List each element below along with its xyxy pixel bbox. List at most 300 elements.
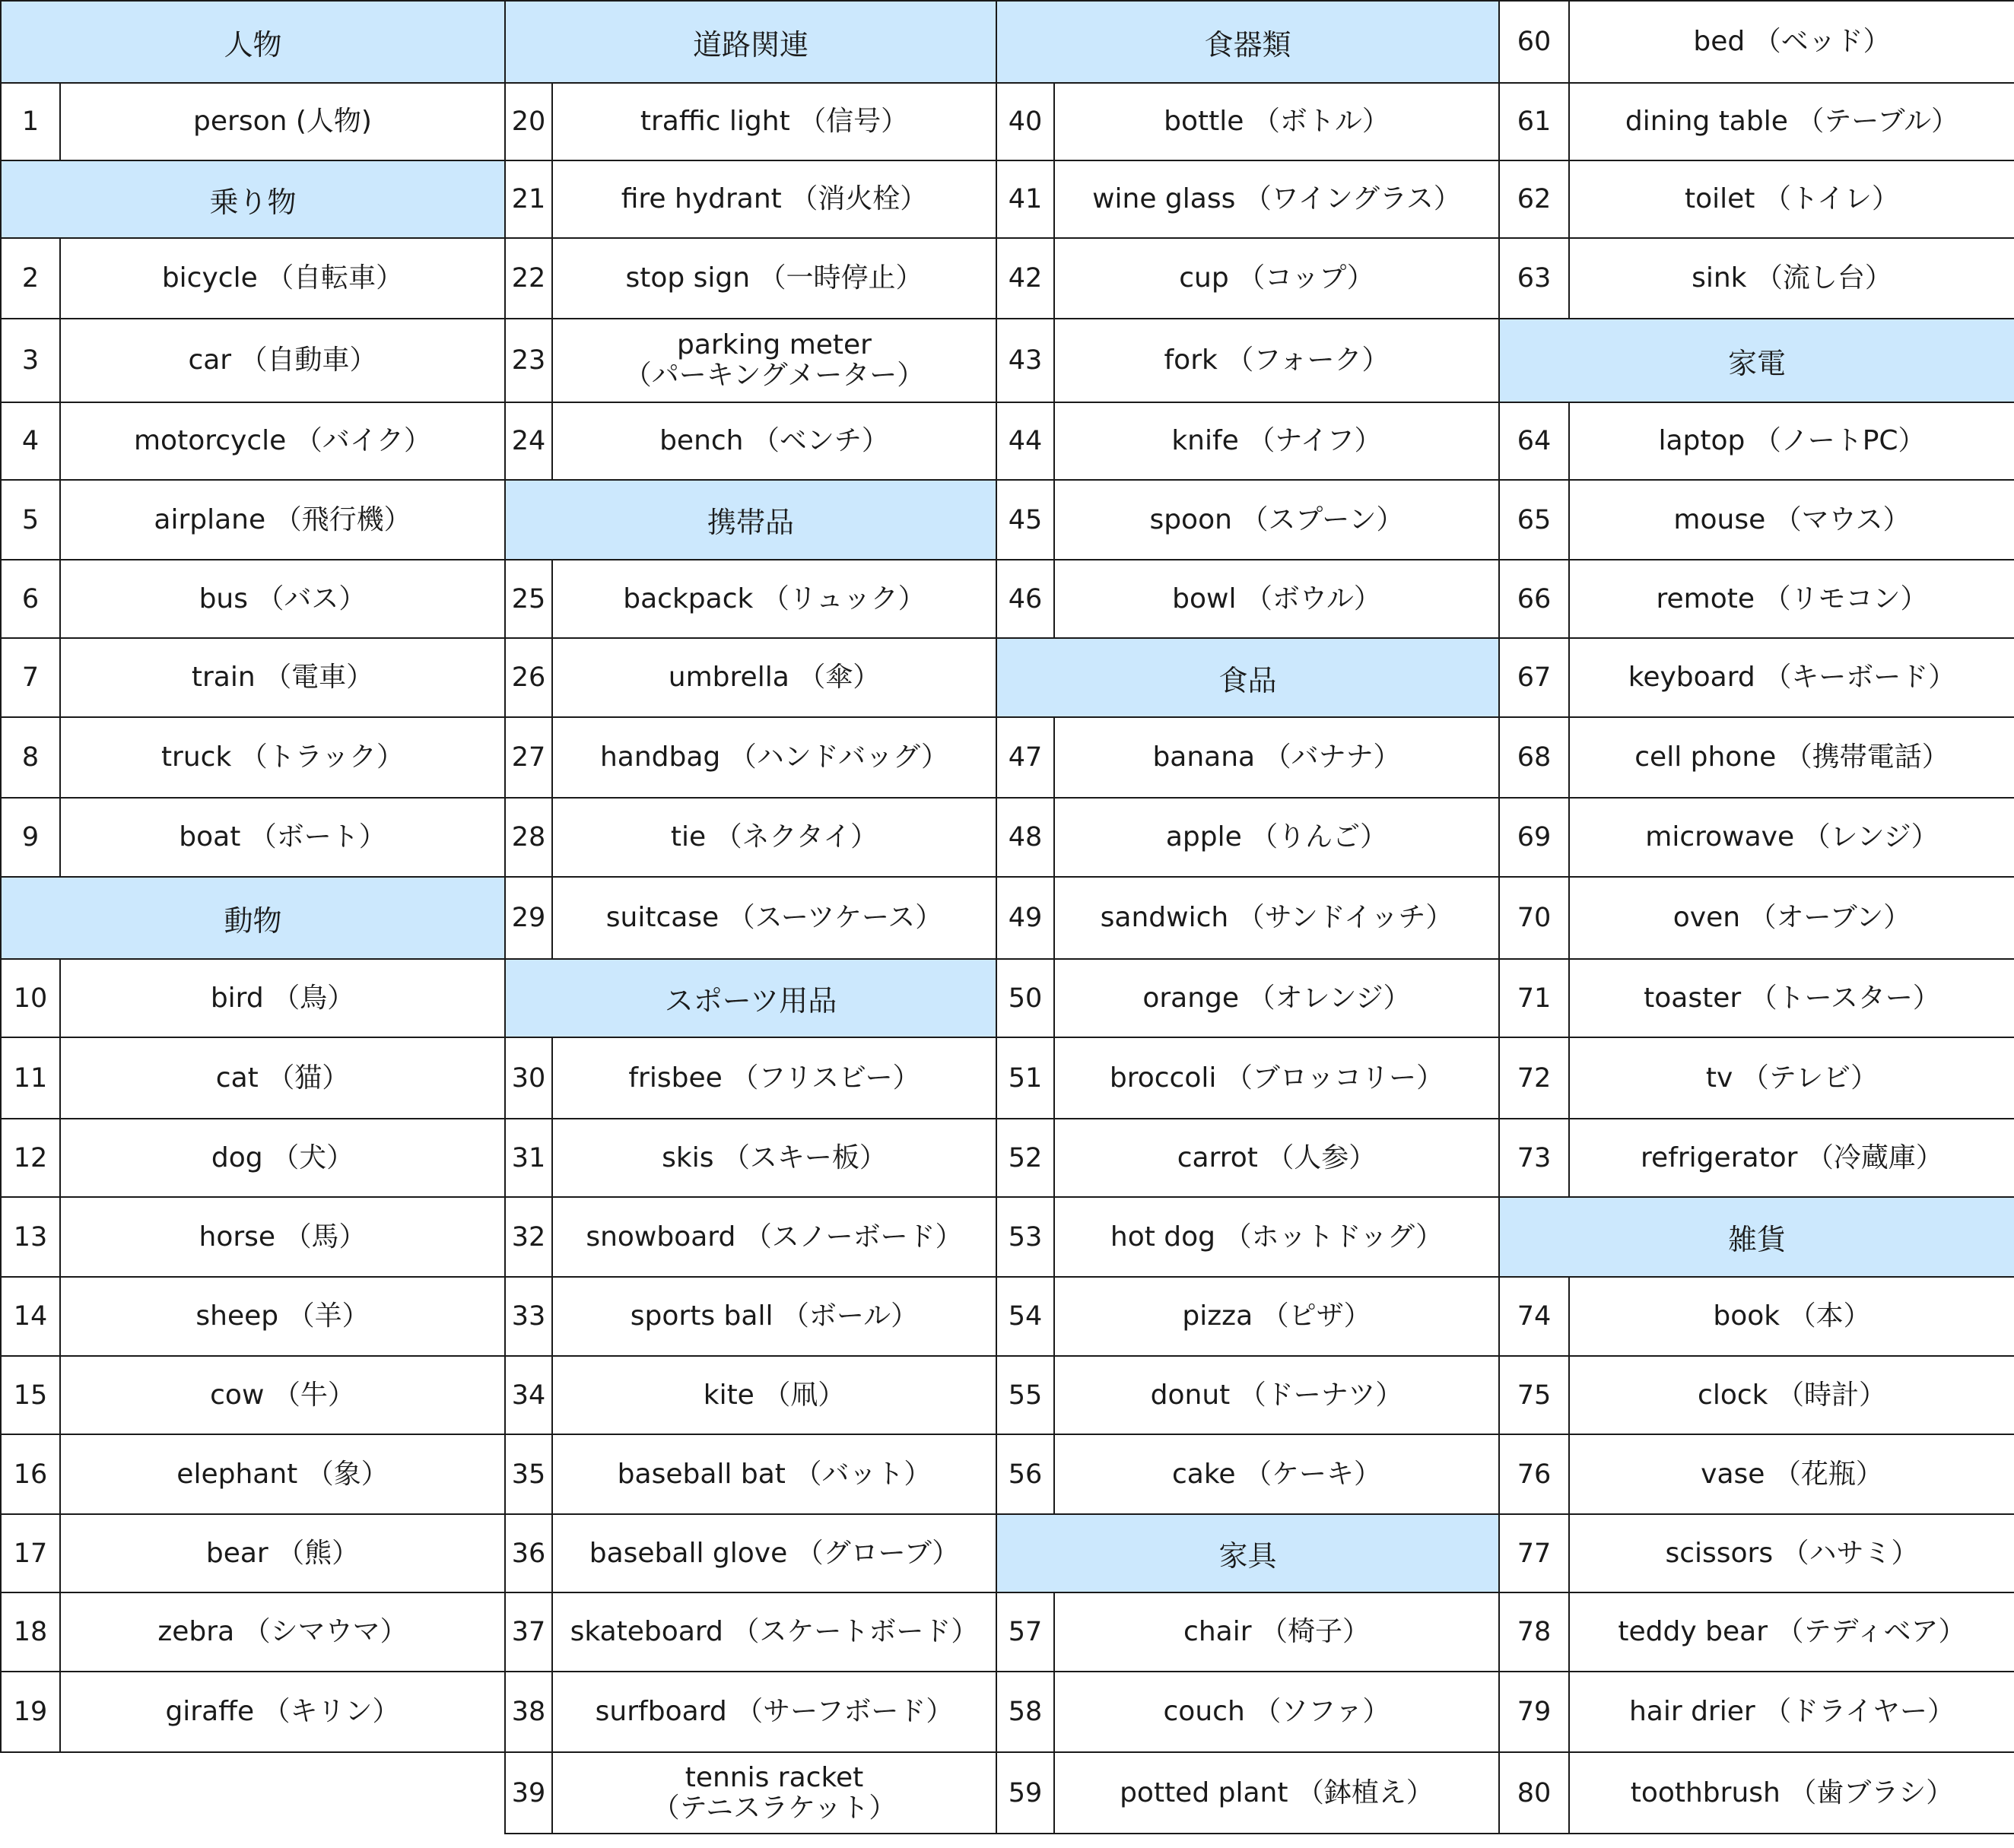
item-label-text: baseball bat （バット） <box>617 1458 932 1490</box>
item-label <box>59 1671 506 1753</box>
item-label <box>59 479 506 560</box>
item-label <box>1568 1276 2014 1357</box>
item-label-text: sink （流し台） <box>1692 262 1892 294</box>
item-number-label: 57 <box>1008 1617 1043 1647</box>
item-label-line2: （テニスラケット） <box>652 1792 897 1824</box>
item-label-text: airplane （飛行機） <box>154 503 411 535</box>
item-label-text: baseball glove （グローブ） <box>589 1537 960 1569</box>
item-label-text: boat （ボート） <box>179 821 386 853</box>
item-number <box>0 318 61 403</box>
item-number <box>996 1037 1055 1119</box>
item-label-text: vase （花瓶） <box>1701 1458 1883 1490</box>
item-label-text: fork （フォーク） <box>1164 345 1390 376</box>
item-number-label: 66 <box>1517 583 1552 614</box>
item-number-label: 37 <box>511 1617 546 1647</box>
item-label <box>1053 1037 1500 1119</box>
item-number <box>504 1037 553 1119</box>
item-number-label: 29 <box>511 903 546 933</box>
item-number-label: 47 <box>1008 742 1043 773</box>
item-label-text: train （電車） <box>191 662 374 694</box>
item-label <box>1568 1434 2014 1515</box>
item-number <box>1498 0 1570 84</box>
item-number <box>1498 1276 1570 1357</box>
item-number <box>504 797 553 878</box>
item-number-label: 16 <box>13 1459 48 1490</box>
item-label-text: bowl （ボウル） <box>1172 583 1381 614</box>
category-header <box>504 958 997 1038</box>
item-number <box>1498 876 1570 960</box>
item-label <box>59 797 506 878</box>
item-number-label: 76 <box>1517 1459 1552 1490</box>
category-header-label: 食器類 <box>1204 27 1291 62</box>
item-label <box>59 1434 506 1515</box>
item-number <box>1498 1118 1570 1198</box>
item-label <box>1053 402 1500 481</box>
item-number <box>1498 1355 1570 1435</box>
item-number <box>996 1196 1055 1278</box>
category-header-label: 乗り物 <box>209 185 297 219</box>
item-label-text: bench （ベンチ） <box>659 425 889 457</box>
item-number-label: 61 <box>1517 106 1552 137</box>
item-label-text: zebra （シマウマ） <box>157 1616 408 1648</box>
item-number <box>1498 237 1570 319</box>
item-number <box>996 1671 1055 1753</box>
item-label <box>1568 559 2014 639</box>
item-number <box>996 876 1055 960</box>
item-number <box>0 1196 61 1278</box>
item-number <box>1498 1592 1570 1672</box>
item-label <box>551 797 997 878</box>
item-number-label: 19 <box>13 1697 48 1727</box>
category-header-label: 動物 <box>224 903 282 938</box>
item-label <box>59 237 506 319</box>
item-label-text: couch （ソファ） <box>1163 1696 1390 1728</box>
item-number <box>1498 82 1570 161</box>
item-label-text: microwave （レンジ） <box>1645 821 1939 853</box>
item-number <box>0 479 61 560</box>
item-label-text: carrot （人参） <box>1177 1142 1377 1173</box>
item-label-text: pizza （ピザ） <box>1182 1300 1371 1332</box>
item-number-label: 34 <box>511 1380 546 1411</box>
item-number <box>1498 716 1570 799</box>
item-label <box>551 82 997 161</box>
item-label <box>59 1276 506 1357</box>
item-label-text: toilet （トイレ） <box>1684 183 1900 215</box>
item-label-text: dining table （テーブル） <box>1625 106 1959 138</box>
item-number-label: 52 <box>1008 1142 1043 1173</box>
item-label <box>1053 82 1500 161</box>
item-label <box>1053 1751 1500 1834</box>
item-number-label: 70 <box>1517 903 1552 933</box>
item-label-text: donut （ドーナツ） <box>1150 1379 1403 1411</box>
item-number <box>0 1276 61 1357</box>
item-number-label: 31 <box>511 1142 546 1173</box>
item-label <box>1568 1513 2014 1593</box>
item-label <box>1053 1355 1500 1435</box>
item-number-label: 56 <box>1008 1459 1043 1490</box>
item-label-text: truck （トラック） <box>160 741 405 773</box>
category-header-label: スポーツ用品 <box>664 984 837 1018</box>
item-number-label: 44 <box>1008 426 1043 456</box>
item-label-text: suitcase （スーツケース） <box>605 902 943 934</box>
item-label-text: skis （スキー板） <box>662 1142 887 1173</box>
item-label-text: giraffe （キリン） <box>165 1696 400 1728</box>
item-number-label: 58 <box>1008 1697 1043 1727</box>
item-label <box>1568 479 2014 560</box>
item-label-text: cow （牛） <box>210 1379 355 1411</box>
item-label-text: broccoli （ブロッコリー） <box>1109 1062 1444 1094</box>
item-label-line1: tennis racket <box>685 1761 864 1793</box>
item-label-text: laptop （ノートPC） <box>1658 425 1926 457</box>
item-number-label: 25 <box>511 583 546 614</box>
item-number-label: 74 <box>1517 1301 1552 1332</box>
item-label <box>551 160 997 239</box>
item-number <box>0 958 61 1038</box>
item-number-label: 59 <box>1008 1777 1043 1808</box>
item-number <box>1498 1434 1570 1515</box>
item-number-label: 41 <box>1008 184 1043 214</box>
item-label <box>1568 637 2014 718</box>
item-number <box>0 716 61 799</box>
item-label <box>1053 1118 1500 1198</box>
item-number <box>0 1434 61 1515</box>
item-number <box>0 637 61 718</box>
item-number <box>996 1751 1055 1834</box>
item-label <box>1568 1751 2014 1834</box>
item-label <box>1053 1671 1500 1753</box>
item-number <box>996 318 1055 403</box>
item-number <box>996 1355 1055 1435</box>
item-number-label: 48 <box>1008 822 1043 853</box>
item-label <box>551 402 997 481</box>
item-number <box>0 1118 61 1198</box>
item-label <box>1568 1592 2014 1672</box>
item-number <box>996 1434 1055 1515</box>
category-header <box>996 1513 1500 1593</box>
item-number-label: 8 <box>21 742 40 773</box>
item-label-text: fire hydrant （消火栓） <box>621 183 928 215</box>
item-label <box>1053 559 1500 639</box>
item-number-label: 21 <box>511 184 546 214</box>
item-label <box>59 637 506 718</box>
item-label <box>551 1196 997 1278</box>
item-number-label: 36 <box>511 1538 546 1569</box>
item-number-label: 80 <box>1517 1777 1552 1808</box>
item-number-label: 71 <box>1517 983 1552 1014</box>
item-number <box>1498 1671 1570 1753</box>
item-label <box>1568 1037 2014 1119</box>
item-number <box>504 1513 553 1593</box>
item-number <box>1498 402 1570 481</box>
item-label-text: oven （オーブン） <box>1673 902 1911 934</box>
item-label-text: scissors （ハサミ） <box>1665 1537 1919 1569</box>
item-label <box>551 318 997 403</box>
item-label <box>551 1434 997 1515</box>
item-label-text: chair （椅子） <box>1183 1616 1370 1648</box>
category-header <box>1498 318 2014 403</box>
item-label <box>551 1118 997 1198</box>
item-number-label: 75 <box>1517 1380 1552 1411</box>
item-label-text: hot dog （ホットドッグ） <box>1110 1221 1444 1253</box>
item-number-label: 15 <box>13 1380 48 1411</box>
item-number <box>1498 797 1570 878</box>
item-label <box>1053 1434 1500 1515</box>
item-number <box>996 402 1055 481</box>
item-label-text: cell phone （携帯電話） <box>1634 741 1949 773</box>
item-number-label: 50 <box>1008 983 1043 1014</box>
item-number-label: 2 <box>21 263 40 294</box>
item-number <box>1498 1751 1570 1834</box>
item-number <box>504 82 553 161</box>
item-label <box>59 402 506 481</box>
item-label <box>551 1751 997 1834</box>
category-header-label: 人物 <box>224 27 282 62</box>
item-number <box>0 1671 61 1753</box>
item-number-label: 33 <box>511 1301 546 1332</box>
item-number-label: 60 <box>1517 27 1552 57</box>
item-label <box>1568 716 2014 799</box>
item-number-label: 54 <box>1008 1301 1043 1332</box>
category-header-label: 雑貨 <box>1727 1223 1786 1256</box>
item-number-label: 18 <box>13 1617 48 1647</box>
item-number <box>996 797 1055 878</box>
item-label <box>551 1355 997 1435</box>
item-label <box>59 1037 506 1119</box>
item-number-label: 55 <box>1008 1380 1043 1411</box>
item-number <box>0 559 61 639</box>
item-label-text: bicycle （自転車） <box>161 262 404 294</box>
item-label-text: skateboard （スケートボード） <box>570 1616 979 1648</box>
item-label <box>1568 1355 2014 1435</box>
item-label-text: motorcycle （バイク） <box>133 425 431 457</box>
item-number <box>996 958 1055 1038</box>
item-number-label: 77 <box>1517 1538 1552 1569</box>
item-label <box>59 559 506 639</box>
item-number-label: 51 <box>1008 1062 1043 1094</box>
item-label-text: teddy bear （テディベア） <box>1618 1616 1966 1648</box>
item-number-label: 73 <box>1517 1142 1552 1173</box>
category-header <box>0 0 506 84</box>
item-number-label: 67 <box>1517 662 1552 693</box>
item-number-label: 7 <box>21 662 40 693</box>
item-number <box>504 1355 553 1435</box>
item-number-label: 49 <box>1008 903 1043 933</box>
item-number-label: 64 <box>1517 426 1552 456</box>
item-number-label: 12 <box>13 1142 48 1173</box>
item-label-line2: （パーキングメーター） <box>624 360 925 391</box>
item-number-label: 30 <box>511 1062 546 1094</box>
item-number <box>0 402 61 481</box>
item-label-text: surfboard （サーフボード） <box>595 1696 954 1728</box>
item-label-text: tie （ネクタイ） <box>670 821 878 853</box>
category-header <box>0 160 506 239</box>
item-label-text: sheep （羊） <box>195 1300 370 1332</box>
item-number-label: 20 <box>511 106 546 137</box>
item-number <box>996 716 1055 799</box>
item-number <box>0 1037 61 1119</box>
item-label <box>551 1592 997 1672</box>
item-number <box>996 1592 1055 1672</box>
item-number <box>504 1671 553 1753</box>
item-number-label: 4 <box>21 426 40 456</box>
item-number-label: 46 <box>1008 583 1043 614</box>
item-number <box>1498 160 1570 239</box>
item-number <box>996 160 1055 239</box>
item-label <box>1053 797 1500 878</box>
item-label <box>59 716 506 799</box>
item-number-label: 24 <box>511 426 546 456</box>
item-number-label: 42 <box>1008 263 1043 294</box>
item-label-text: bus （バス） <box>199 583 367 614</box>
item-label <box>1053 1592 1500 1672</box>
item-label <box>1053 479 1500 560</box>
item-number-label: 1 <box>21 106 40 137</box>
item-label-line1: parking meter <box>677 329 872 361</box>
item-number-label: 26 <box>511 662 546 693</box>
item-label-text: sandwich （サンドイッチ） <box>1100 902 1453 934</box>
item-label-text: toaster （トースター） <box>1644 982 1940 1014</box>
item-number <box>996 82 1055 161</box>
item-number <box>1498 559 1570 639</box>
item-label <box>1568 402 2014 481</box>
item-label-text: person (人物) <box>193 106 372 138</box>
category-header <box>996 0 1500 84</box>
item-number <box>0 1513 61 1593</box>
item-label <box>1568 0 2014 84</box>
category-header <box>504 479 997 560</box>
item-number-label: 32 <box>511 1221 546 1253</box>
item-number-label: 6 <box>21 583 40 614</box>
item-number <box>996 237 1055 319</box>
item-label-text: orange （オレンジ） <box>1142 982 1411 1014</box>
item-label-text: remote （リモコン） <box>1656 583 1928 614</box>
item-label-text: keyboard （キーボード） <box>1628 662 1956 694</box>
item-number-label: 35 <box>511 1459 546 1490</box>
item-number-label: 65 <box>1517 504 1552 535</box>
item-label <box>551 1671 997 1753</box>
item-number <box>504 1196 553 1278</box>
item-label <box>1053 1276 1500 1357</box>
item-label-text: wine glass （ワイングラス） <box>1092 183 1461 215</box>
item-label-text: hair drier （ドライヤー） <box>1628 1696 1955 1728</box>
item-label <box>59 82 506 161</box>
item-number <box>996 559 1055 639</box>
item-label <box>551 1276 997 1357</box>
item-number-label: 17 <box>13 1538 48 1569</box>
item-number-label: 69 <box>1517 822 1552 853</box>
item-number-label: 5 <box>21 504 40 535</box>
item-number-label: 68 <box>1517 742 1552 773</box>
item-number-label: 23 <box>511 345 546 376</box>
item-label <box>59 1118 506 1198</box>
item-label-text: cat （猫） <box>215 1062 350 1094</box>
item-label-text: clock （時計） <box>1698 1379 1886 1411</box>
item-number-label: 3 <box>21 345 40 376</box>
item-label-text: banana （バナナ） <box>1152 741 1401 773</box>
item-number <box>0 797 61 878</box>
item-label-text: potted plant （鉢植え） <box>1120 1777 1434 1808</box>
category-header-label: 道路関連 <box>692 27 808 62</box>
item-label <box>1568 1671 2014 1753</box>
item-number <box>0 237 61 319</box>
item-label <box>59 1513 506 1593</box>
item-label-text: refrigerator （冷蔵庫） <box>1641 1142 1943 1173</box>
item-number-label: 62 <box>1517 184 1552 214</box>
category-header <box>504 0 997 84</box>
item-label <box>1053 237 1500 319</box>
item-number <box>996 479 1055 560</box>
item-number-label: 39 <box>511 1777 546 1808</box>
item-number <box>504 237 553 319</box>
item-label-text: kite （凧） <box>703 1379 846 1411</box>
item-label-text: dog （犬） <box>211 1142 354 1173</box>
item-label <box>59 1592 506 1672</box>
item-number-label: 78 <box>1517 1617 1552 1647</box>
item-label-text: tv （テレビ） <box>1705 1062 1879 1094</box>
item-label-text: bear （熊） <box>205 1537 360 1569</box>
item-label-text: mouse （マウス） <box>1673 503 1911 535</box>
item-label-text: spoon （スプーン） <box>1149 503 1404 535</box>
item-number <box>1498 1513 1570 1593</box>
item-number-label: 11 <box>13 1062 48 1094</box>
category-header-label: 食品 <box>1218 663 1277 697</box>
item-number-label: 79 <box>1517 1697 1552 1727</box>
item-label <box>1053 876 1500 960</box>
item-label <box>1053 318 1500 403</box>
item-label-text: bottle （ボトル） <box>1164 106 1390 138</box>
item-number <box>996 1118 1055 1198</box>
item-label-text: knife （ナイフ） <box>1171 425 1382 457</box>
item-label-text: handbag （ハンドバッグ） <box>599 741 949 773</box>
item-number <box>1498 958 1570 1038</box>
item-number-label: 10 <box>13 983 48 1014</box>
item-label <box>1568 237 2014 319</box>
item-number <box>504 1118 553 1198</box>
item-number <box>504 559 553 639</box>
item-number-label: 43 <box>1008 345 1043 376</box>
category-header-label: 家電 <box>1727 346 1786 380</box>
item-label-text: cup （コップ） <box>1179 262 1374 294</box>
item-number <box>504 318 553 403</box>
item-number <box>504 160 553 239</box>
item-number <box>504 1751 553 1834</box>
item-label <box>1568 876 2014 960</box>
item-number-label: 27 <box>511 742 546 773</box>
item-label-text: cake （ケーキ） <box>1171 1458 1381 1490</box>
item-label <box>1053 1196 1500 1278</box>
item-number <box>1498 479 1570 560</box>
item-label <box>1053 716 1500 799</box>
item-label-text: frisbee （フリスビー） <box>628 1062 920 1094</box>
item-number <box>0 1355 61 1435</box>
item-label <box>1053 958 1500 1038</box>
item-label-text: umbrella （傘） <box>668 662 881 694</box>
item-number-label: 28 <box>511 822 546 853</box>
item-number-label: 22 <box>511 263 546 294</box>
item-number-label: 63 <box>1517 263 1552 294</box>
item-label-text: horse （馬） <box>199 1221 367 1253</box>
item-label-text: book （本） <box>1713 1300 1871 1332</box>
category-header <box>1498 1196 2014 1278</box>
item-number <box>0 1592 61 1672</box>
item-label <box>551 237 997 319</box>
category-header-label: 家具 <box>1218 1539 1277 1573</box>
category-header <box>996 637 1500 718</box>
item-label-text: toothbrush （歯ブラシ） <box>1630 1777 1954 1808</box>
category-header-label: 携帯品 <box>707 506 794 539</box>
item-label <box>551 637 997 718</box>
item-label <box>59 1355 506 1435</box>
